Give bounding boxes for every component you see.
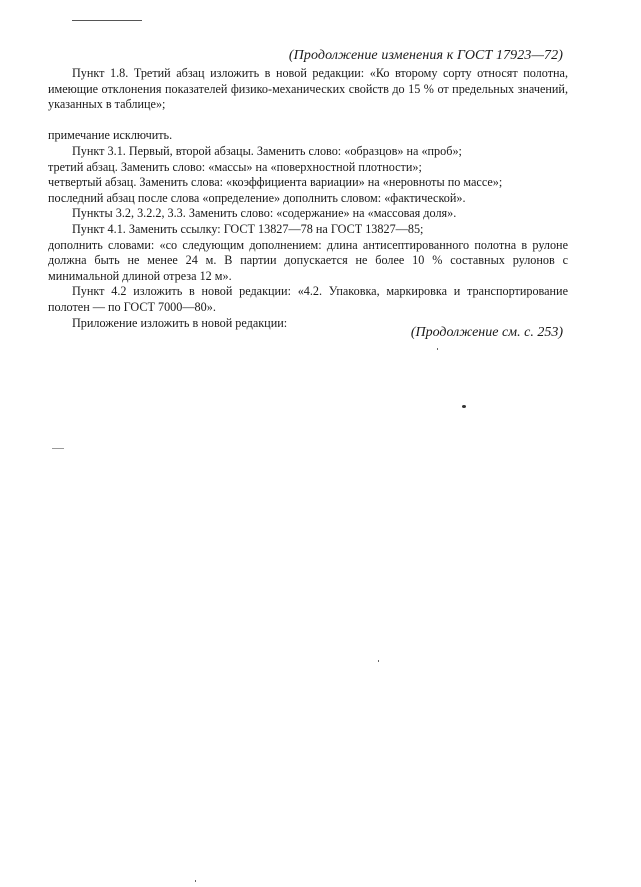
scan-speck bbox=[462, 405, 466, 408]
paragraph: Пункт 4.2 изложить в новой редакции: «4.2. Упаковка, маркировка и транспортирование полотен — по ГОСТ 7000—80». bbox=[48, 284, 568, 314]
paragraph: третий абзац. Заменить слово: «массы» на «поверхностной плотности»; bbox=[48, 159, 422, 174]
paragraph: Пункт 4.1. Заменить ссылку: ГОСТ 13827—78 на ГОСТ 13827—85; bbox=[72, 221, 424, 236]
paragraph: Приложение изложить в новой редакции: bbox=[72, 315, 288, 330]
paragraph: Пункт 3.1. Первый, второй абзацы. Заменить слово: «образцов» на «проб»; bbox=[72, 143, 462, 158]
paragraph: примечание исключить. bbox=[48, 128, 173, 143]
paragraph: дополнить словами: «со следующим дополнением: длина антисептированного полотна в рулоне должна быть не менее 24 м. В партии допускается не более 10 % составных рулонов с минимальной длиной отреза 12 м». bbox=[48, 237, 568, 283]
scan-speck bbox=[195, 880, 196, 882]
paragraph: Пункт 1.8. Третий абзац изложить в новой редакции: «Ко второму сорту относят полотна, имеющие отклонения показателей физико-механических свойств до 15 % от предельных значений, указанных в таблице»; bbox=[48, 66, 568, 112]
footer-continuation-note: (Продолжение см. с. 253) bbox=[410, 325, 563, 340]
paragraph: Пункты 3.2, 3.2.2, 3.3. Заменить слово: «содержание» на «массовая доля». bbox=[72, 206, 457, 221]
paragraph: последний абзац после слова «определение» дополнить словом: «фактической». bbox=[48, 190, 466, 205]
document-body bbox=[48, 66, 568, 331]
paragraph: четвертый абзац. Заменить слова: «коэффициента вариации» на «неровноты по массе»; bbox=[48, 175, 503, 190]
header-continuation-note: (Продолжение изменения к ГОСТ 17923—72) bbox=[288, 48, 563, 63]
scan-speck bbox=[378, 660, 379, 662]
top-rule bbox=[72, 20, 142, 22]
scan-speck bbox=[437, 348, 438, 350]
scan-speck bbox=[52, 448, 64, 449]
